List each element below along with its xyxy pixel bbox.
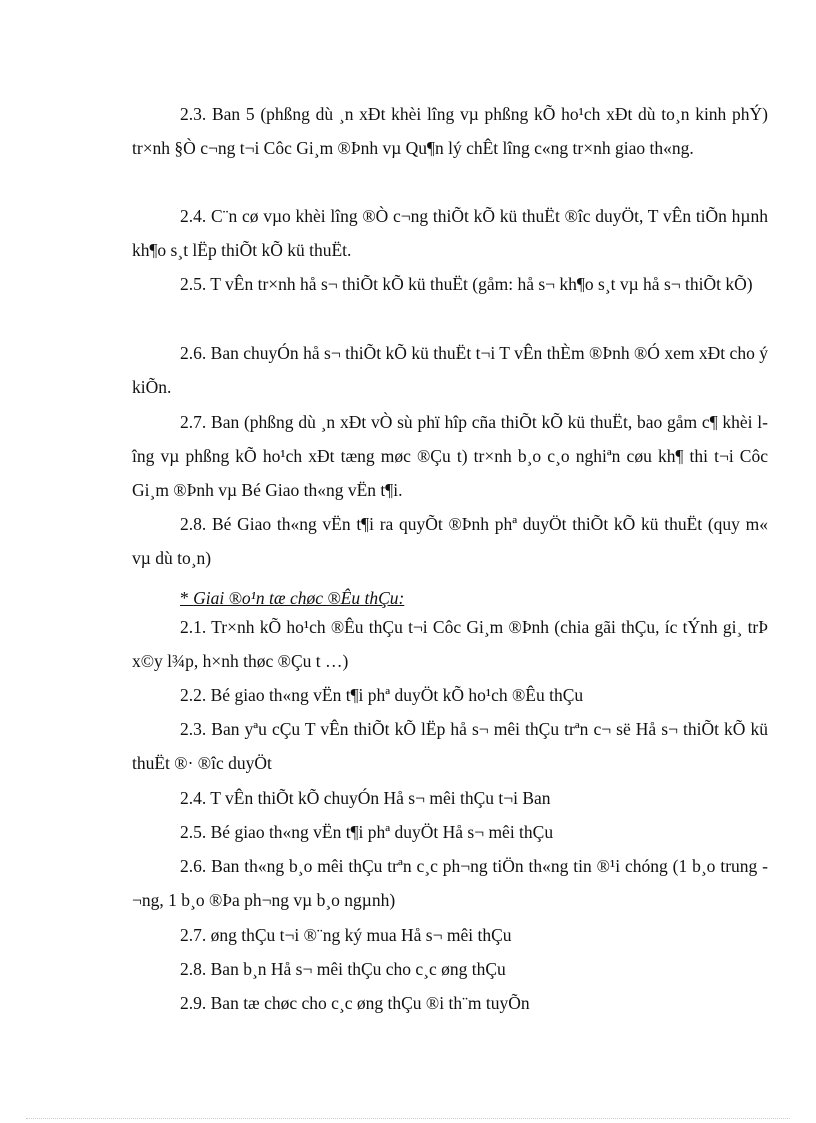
heading-text: Giai ®o¹n tæ chøc ®Êu thÇu: bbox=[193, 588, 405, 608]
page-bottom-divider bbox=[26, 1118, 790, 1119]
bid-step-2-6: 2.6. Ban th«ng b¸o mêi thÇu trªn c¸c ph¬ng tiÖn th«ng tin ®¹i chóng (1 b¸o trung ¬ng, 1 b¸o ®Þa ph¬ng vµ b¸o ngµnh) bbox=[132, 856, 768, 910]
bid-step-2-2: 2.2. Bé giao th«ng vËn t¶i phª duyÖt kÕ ho¹ch ®Êu thÇu bbox=[180, 685, 584, 705]
paragraph-2-3-ban5: 2.3. Ban 5 (phßng dù ¸n xÐt khèi lîng vµ phßng kÕ ho¹ch xÐt dù to¸n kinh phÝ) tr×nh §Ò c¬ng t¬i Côc Gi¸m ®Þnh vµ Qu¶n lý chÊt lîng c«ng tr×nh giao th«ng. bbox=[132, 104, 768, 158]
paragraph-2-8-bo-gtvt: 2.8. Bé Giao th«ng vËn t¶i ra quyÕt ®Þnh phª duyÖt thiÕt kÕ kü thuËt (quy m« vµ dù to¸n) bbox=[132, 514, 768, 568]
heading-star: * bbox=[180, 588, 194, 608]
paragraph-2-6-ban-chuyen: 2.6. Ban chuyÓn hå s¬ thiÕt kÕ kü thuËt t¬i T vÊn thÈm ®Þnh ®Ó xem xÐt cho ý kiÕn. bbox=[132, 343, 768, 397]
bid-step-2-8: 2.8. Ban b¸n Hå s¬ mêi thÇu cho c¸c øng thÇu bbox=[180, 959, 506, 979]
bid-step-2-9: 2.9. Ban tæ chøc cho c¸c øng thÇu ®i th¨m tuyÕn bbox=[180, 993, 530, 1013]
paragraph-2-4-can-cu: 2.4. C¨n cø vµo khèi lîng ®Ò c¬ng thiÕt kÕ kü thuËt ®îc duyÖt, T vÊn tiÕn hµnh kh¶o s¸t lËp thiÕt kÕ kü thuËt. bbox=[132, 206, 768, 260]
bid-step-2-1: 2.1. Tr×nh kÕ ho¹ch ®Êu thÇu t¬i Côc Gi¸m ®Þnh (chia gãi thÇu, íc tÝnh gi¸ trÞ x©y l¾p, h×nh thøc ®Çu t …) bbox=[132, 617, 768, 671]
bid-step-2-7: 2.7. øng thÇu t¬i ®¨ng ký mua Hå s¬ mêi thÇu bbox=[180, 925, 512, 945]
bid-step-2-5: 2.5. Bé giao th«ng vËn t¶i phª duyÖt Hå s¬ mêi thÇu bbox=[180, 822, 554, 842]
bid-step-2-3: 2.3. Ban yªu cÇu T vÊn thiÕt kÕ lËp hå s¬ mêi thÇu trªn c¬ së Hå s¬ thiÕt kÕ kü thuËt ®· ®îc duyÖt bbox=[132, 719, 768, 773]
paragraph-2-7-ban-phong: 2.7. Ban (phßng dù ¸n xÐt vÒ sù phï hîp cña thiÕt kÕ kü thuËt, bao gåm c¶ khèi lîng vµ phßng kÕ ho¹ch xÐt tæng møc ®Çu t) tr×nh b¸o c¸o nghiªn cøu kh¶ thi t¬i Côc Gi¸m ®Þnh vµ Bé Giao th«ng vËn t¶i. bbox=[132, 412, 768, 500]
bid-step-2-4: 2.4. T vÊn thiÕt kÕ chuyÓn Hå s¬ mêi thÇu t¬i Ban bbox=[180, 788, 551, 808]
paragraph-2-5-tu-van: 2.5. T vÊn tr×nh hå s¬ thiÕt kÕ kü thuËt (gåm: hå s¬ kh¶o s¸t vµ hå s¬ thiÕt kÕ) bbox=[180, 274, 753, 294]
